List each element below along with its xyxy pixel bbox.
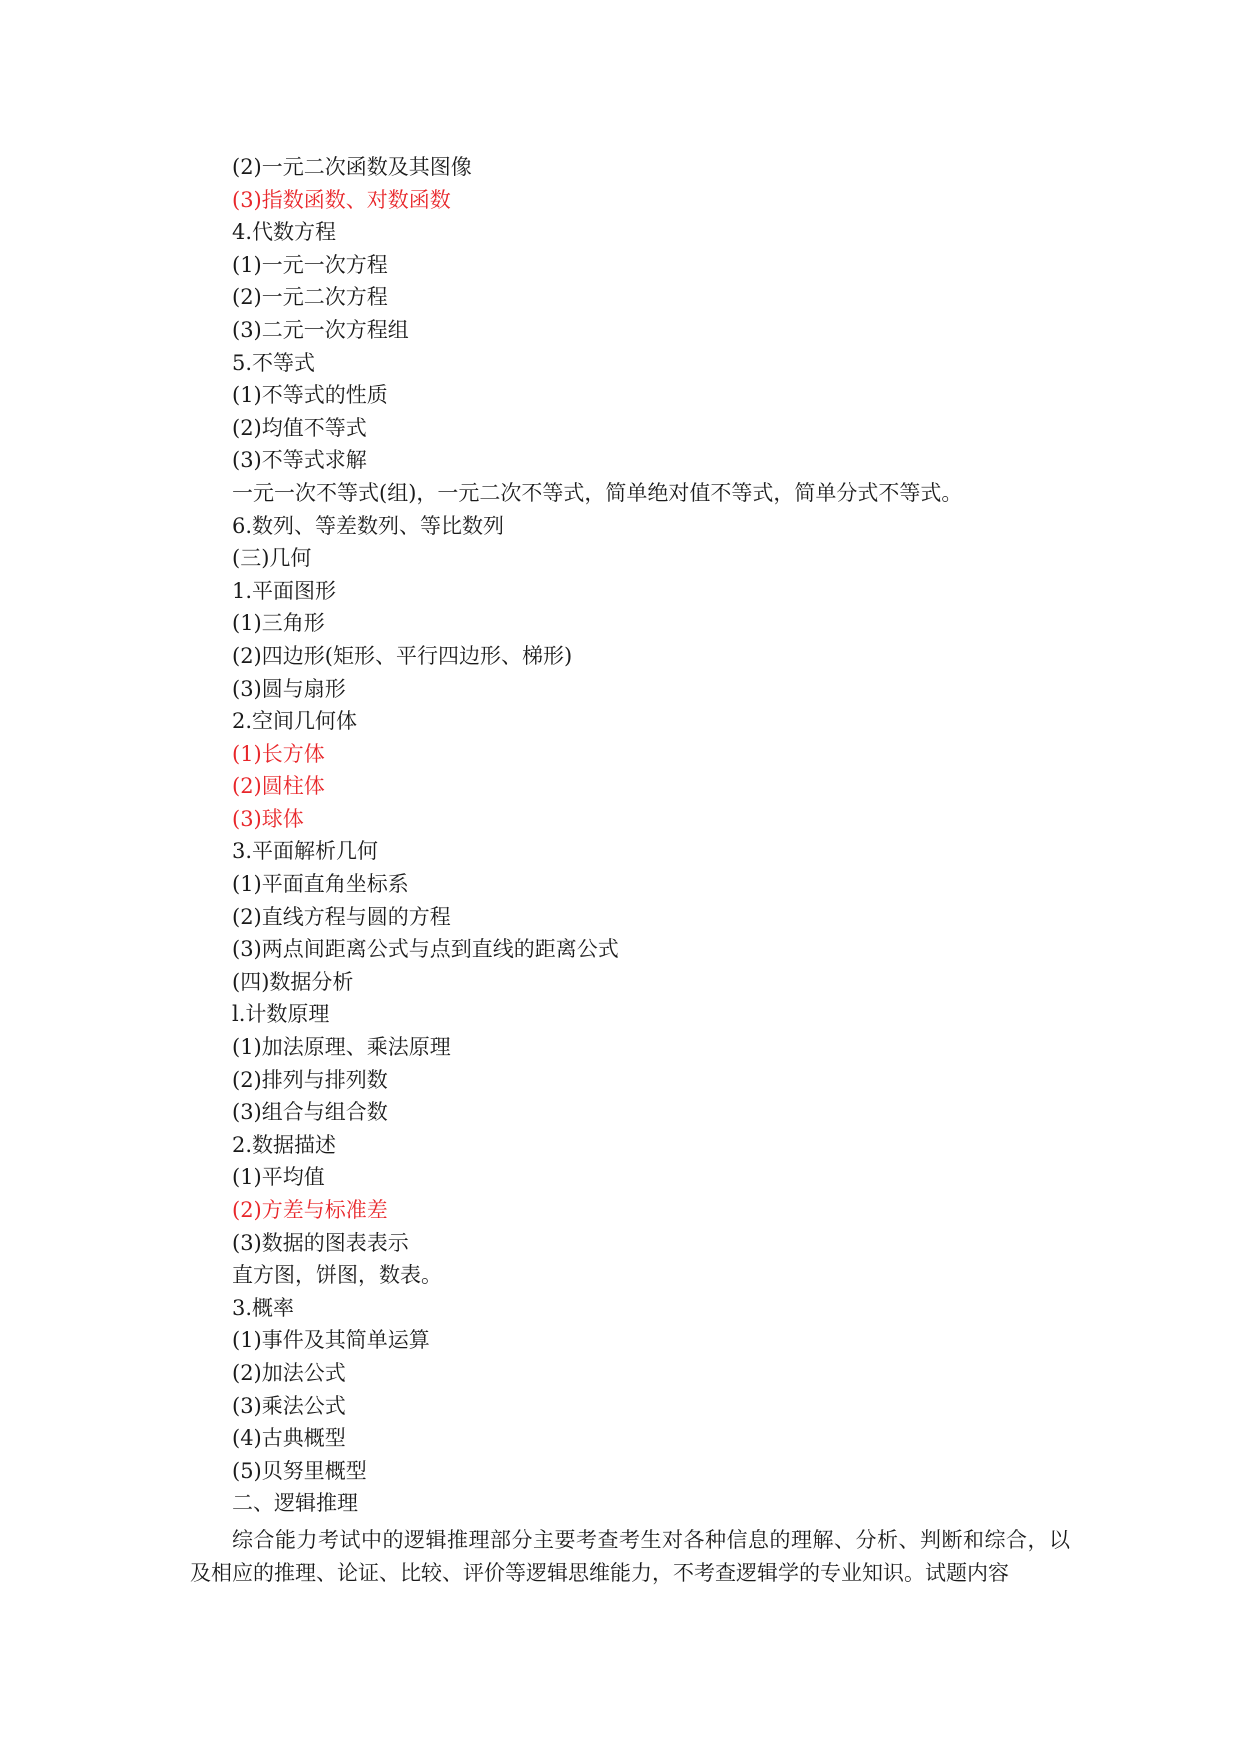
outline-line: (5)贝努里概型: [232, 1458, 367, 1483]
outline-line: (2)加法公式: [232, 1360, 346, 1385]
outline-line: (2)四边形(矩形、平行四边形、梯形): [232, 643, 573, 668]
outline-list: [232, 151, 1092, 1520]
body-paragraph: 综合能力考试中的逻辑推理部分主要考查考生对各种信息的理解、分析、判断和综合，以及相应的推理、论证、比较、评价等逻辑思维能力，不考查逻辑学的专业知识。试题内容: [190, 1528, 1070, 1585]
outline-line: l.计数原理: [232, 1002, 330, 1027]
outline-line: (1)事件及其简单运算: [232, 1328, 430, 1353]
outline-line: 1.平面图形: [232, 578, 337, 603]
outline-line: (2)一元二次方程: [232, 285, 388, 310]
outline-line: (1)三角形: [232, 611, 325, 636]
outline-line: 直方图，饼图，数表。: [232, 1263, 442, 1288]
outline-line: (3)数据的图表表示: [232, 1230, 409, 1255]
outline-line: (3)圆与扇形: [232, 676, 346, 701]
outline-line: 2.数据描述: [232, 1132, 337, 1157]
outline-line: (3)二元一次方程组: [232, 317, 409, 342]
outline-line: (3)两点间距离公式与点到直线的距离公式: [232, 937, 619, 962]
outline-line: (1)加法原理、乘法原理: [232, 1035, 451, 1060]
outline-line: (2)均值不等式: [232, 415, 367, 440]
highlighted-outline-line: (2)方差与标准差: [232, 1198, 388, 1222]
outline-line: (3)乘法公式: [232, 1393, 346, 1418]
outline-line: (2)排列与排列数: [232, 1067, 388, 1092]
outline-line: 一元一次不等式(组)，一元二次不等式，简单绝对值不等式，简单分式不等式。: [232, 480, 963, 505]
outline-line: 3.概率: [232, 1295, 295, 1320]
outline-line: 2.空间几何体: [232, 709, 358, 734]
outline-line: (四)数据分析: [232, 969, 354, 994]
outline-line: (3)组合与组合数: [232, 1100, 388, 1125]
highlighted-outline-line: (1)长方体: [232, 741, 325, 766]
outline-line: (4)古典概型: [232, 1426, 346, 1451]
outline-line: (1)平均值: [232, 1165, 325, 1190]
outline-line: (1)平面直角坐标系: [232, 872, 409, 897]
outline-line: (1)不等式的性质: [232, 383, 388, 408]
outline-line: (3)不等式求解: [232, 448, 367, 473]
outline-line: (2)一元二次函数及其图像: [232, 155, 472, 179]
highlighted-outline-line: (3)指数函数、对数函数: [232, 187, 451, 212]
outline-line: (1)一元一次方程: [232, 252, 388, 277]
outline-line: (三)几何: [232, 546, 312, 571]
highlighted-outline-line: (3)球体: [232, 806, 304, 831]
highlighted-outline-line: (2)圆柱体: [232, 774, 325, 799]
outline-line: 3.平面解析几何: [232, 839, 379, 864]
outline-line: 6.数列、等差数列、等比数列: [232, 513, 505, 538]
outline-line: 5.不等式: [232, 350, 316, 375]
outline-line: 二、逻辑推理: [232, 1491, 358, 1516]
outline-line: (2)直线方程与圆的方程: [232, 904, 451, 929]
outline-line: 4.代数方程: [232, 220, 337, 245]
